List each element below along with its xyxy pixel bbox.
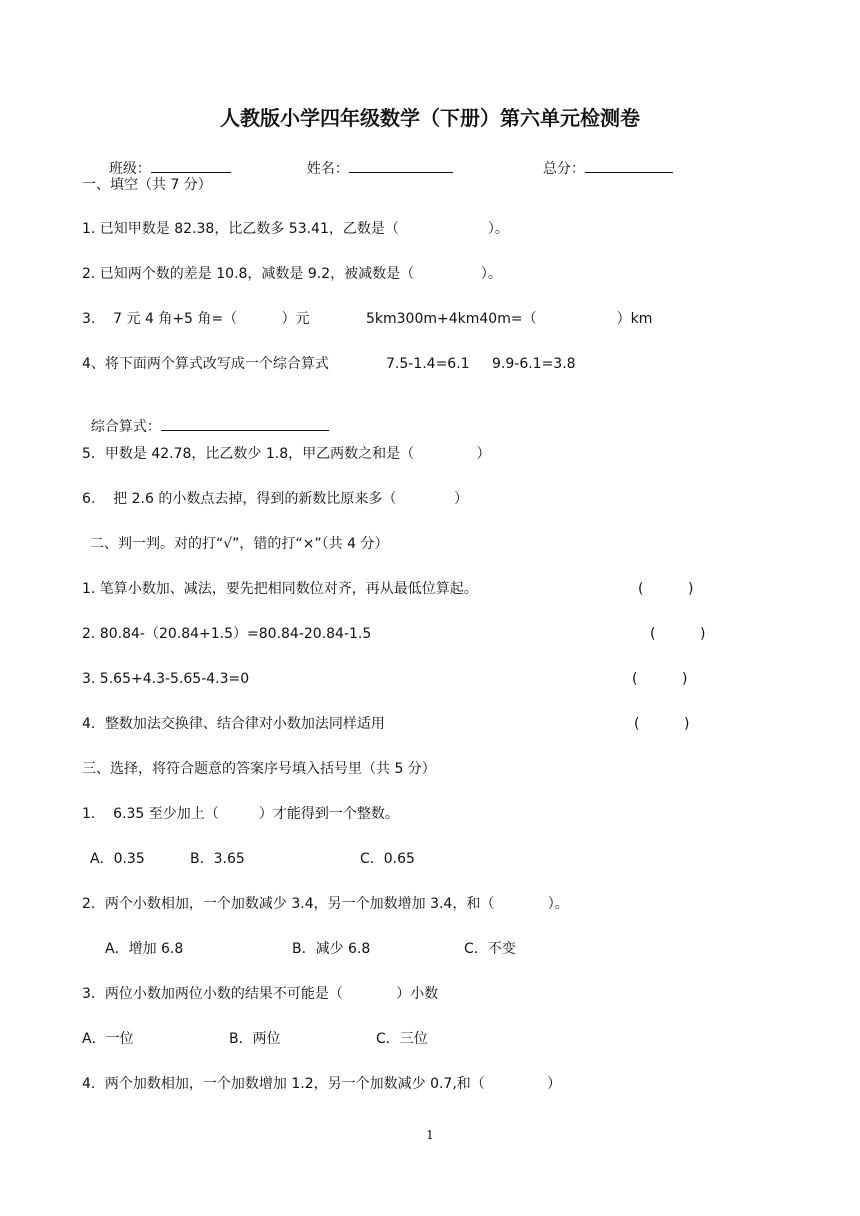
s3-q2-option-c: C．不变 xyxy=(464,941,516,957)
s2-item-3-paren: ( ) xyxy=(632,671,688,687)
section3-heading: 三、选择，将符合题意的答案序号填入括号里（共 5 分） xyxy=(82,761,436,777)
score-field xyxy=(534,142,673,178)
s1-combined-field xyxy=(82,400,329,436)
s1-question-2: 2. 已知两个数的差是 10.8，减数是 9.2，被减数是（ ）。 xyxy=(82,266,502,282)
score-blank xyxy=(585,160,673,173)
s3-q2-option-a: A．增加 6.8 xyxy=(105,941,184,957)
name-label: 姓名： xyxy=(306,161,349,177)
score-label: 总分： xyxy=(542,161,585,177)
s3-q2-option-b: B．减少 6.8 xyxy=(292,941,371,957)
s2-item-1: 1. 笔算小数加、减法，要先把相同数位对齐，再从最低位算起。 xyxy=(82,581,478,597)
s3-q3-option-c: C．三位 xyxy=(376,1031,428,1047)
s3-question-4: 4．两个加数相加，一个加数增加 1.2，另一个加数减少 0.7,和（ ） xyxy=(82,1076,562,1092)
s2-item-3: 3. 5.65+4.3-5.65-4.3=0 xyxy=(82,671,250,687)
class-blank xyxy=(151,160,231,173)
s3-q1-option-c: C．0.65 xyxy=(360,851,415,867)
s3-question-3: 3．两位小数加两位小数的结果不可能是（ ）小数 xyxy=(82,986,439,1002)
s1-question-6: 6. 把 2.6 的小数点去掉，得到的新数比原来多（ ） xyxy=(82,491,469,507)
s1-question-4-eq2: 9.9-6.1=3.8 xyxy=(492,356,576,372)
s2-item-4-paren: ( ) xyxy=(634,716,690,732)
s1-question-4: 4、将下面两个算式改写成一个综合算式 xyxy=(82,356,329,372)
s3-q3-option-a: A．一位 xyxy=(82,1031,134,1047)
s3-q3-option-b: B．两位 xyxy=(229,1031,281,1047)
s1-question-4-eq1: 7.5-1.4=6.1 xyxy=(386,356,470,372)
s3-q1-option-b: B．3.65 xyxy=(190,851,245,867)
page-number: 1 xyxy=(426,1128,434,1142)
class-label: 班级： xyxy=(108,161,151,177)
name-field xyxy=(298,142,453,178)
section1-heading: 一、填空（共 7 分） xyxy=(82,177,212,193)
s2-item-2-paren: ( ) xyxy=(650,626,706,642)
s3-q1-option-a: A．0.35 xyxy=(90,851,145,867)
s1-question-1: 1. 已知甲数是 82.38，比乙数多 53.41，乙数是（ ）。 xyxy=(82,221,509,237)
class-field xyxy=(100,142,231,178)
s1-question-3a: 3. 7 元 4 角+5 角=（ ）元 xyxy=(82,311,310,327)
combined-label: 综合算式： xyxy=(90,419,161,435)
s1-question-3b: 5km300m+4km40m=（ ）km xyxy=(366,311,653,327)
s2-item-2: 2. 80.84-（20.84+1.5）=80.84-20.84-1.5 xyxy=(82,626,372,642)
combined-blank xyxy=(161,418,329,431)
s1-question-5: 5．甲数是 42.78，比乙数少 1.8，甲乙两数之和是（ ） xyxy=(82,446,491,462)
name-blank xyxy=(349,160,453,173)
page-title: 人教版小学四年级数学（下册）第六单元检测卷 xyxy=(220,106,640,130)
s2-item-1-paren: ( ) xyxy=(638,581,694,597)
section2-heading: 二、判一判。对的打“√”，错的打“×”（共 4 分） xyxy=(90,536,389,552)
s3-question-1: 1. 6.35 至少加上（ ）才能得到一个整数。 xyxy=(82,806,399,822)
s3-question-2: 2．两个小数相加，一个加数减少 3.4，另一个加数增加 3.4，和（ ）。 xyxy=(82,896,569,912)
s2-item-4: 4．整数加法交换律、结合律对小数加法同样适用 xyxy=(82,716,385,732)
